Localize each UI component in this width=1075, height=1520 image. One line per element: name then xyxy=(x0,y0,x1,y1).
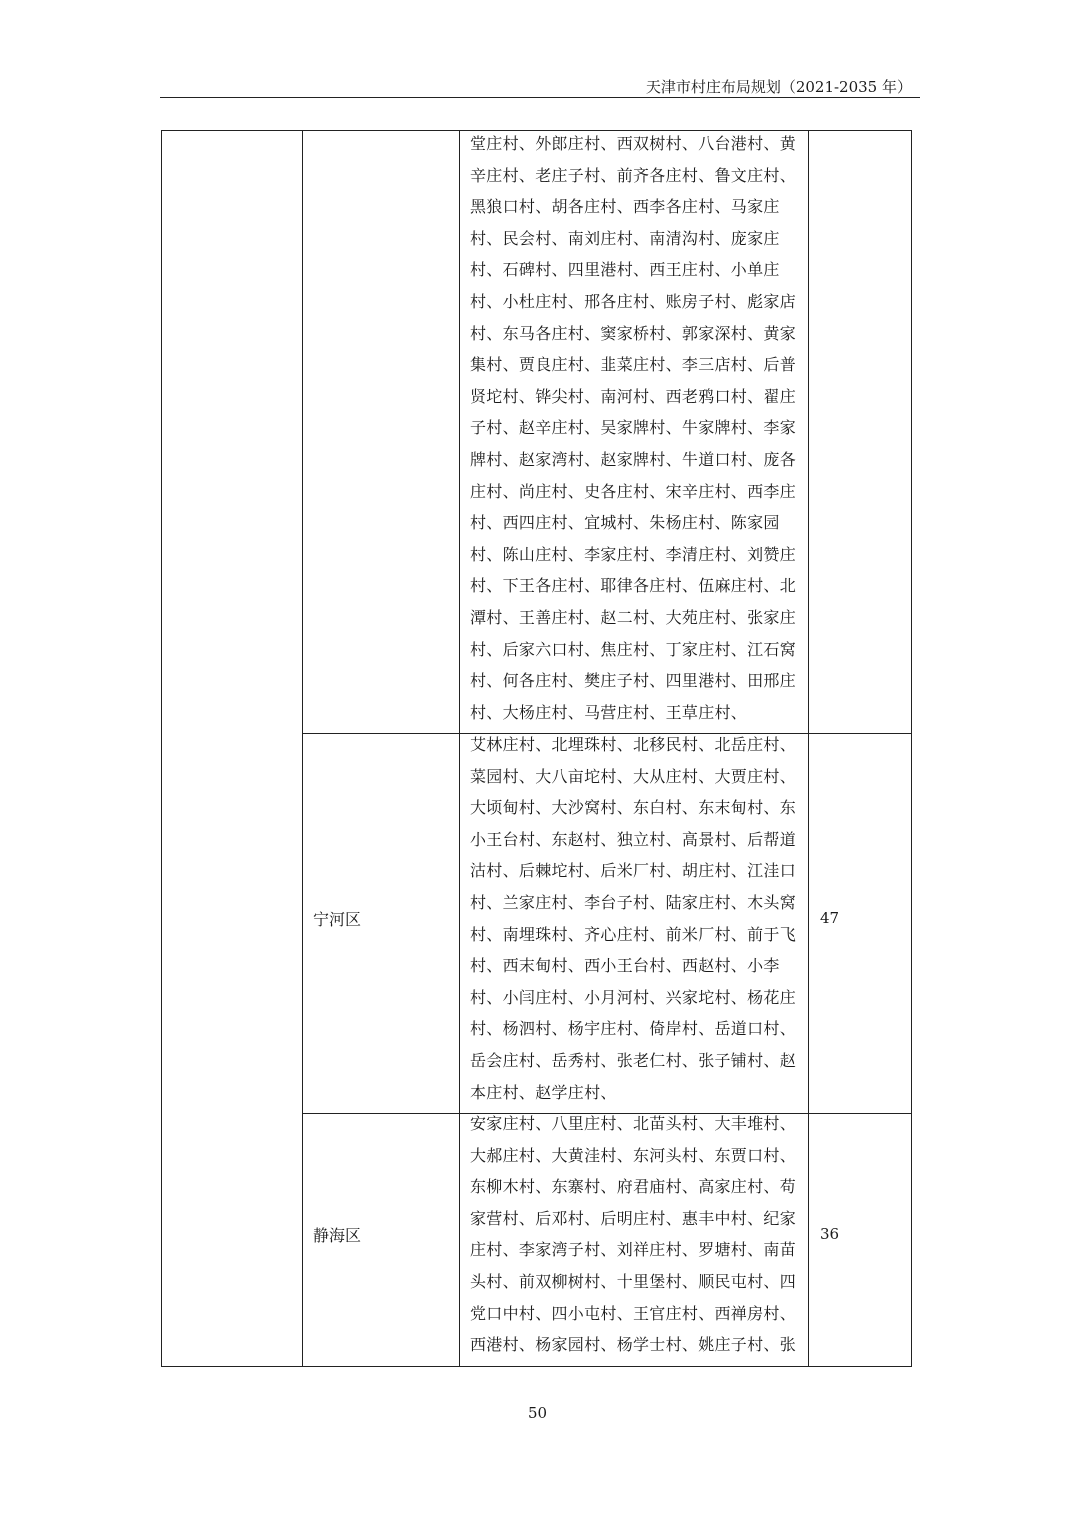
village-list-line: 村、兰家庄村、李台子村、陆家庄村、木头窝 xyxy=(470,892,797,912)
village-list-line: 头村、前双柳树村、十里堡村、顺民屯村、四 xyxy=(470,1271,797,1291)
village-list-jinghai xyxy=(470,1108,806,1361)
column-divider xyxy=(459,131,460,1366)
page-number: 50 xyxy=(527,1404,548,1422)
village-list-line: 村、陈山庄村、李家庄村、李清庄村、刘赞庄 xyxy=(470,544,797,564)
village-list-line: 村、小杜庄村、邢各庄村、账房子村、彪家店 xyxy=(470,291,797,311)
village-list-line: 潭村、王善庄村、赵二村、大苑庄村、张家庄 xyxy=(470,607,797,627)
village-list-line: 家营村、后邓村、后明庄村、惠丰中村、纪家 xyxy=(470,1208,797,1228)
village-list-ninghe xyxy=(470,729,806,1108)
village-list-line: 西港村、杨家园村、杨学士村、姚庄子村、张 xyxy=(470,1335,797,1355)
village-list-line: 大郝庄村、大黄洼村、东河头村、东贾口村、 xyxy=(470,1145,797,1165)
village-list-line: 牌村、赵家湾村、赵家牌村、牛道口村、庞各 xyxy=(470,449,797,469)
village-count-jinghai: 36 xyxy=(820,1225,840,1243)
village-list-line: 沽村、后棘坨村、后米厂村、胡庄村、江洼口 xyxy=(470,861,797,881)
village-list-line: 艾林庄村、北埋珠村、北移民村、北岳庄村、 xyxy=(470,735,797,754)
village-list-line: 岳会庄村、岳秀村、张老仁村、张子铺村、赵 xyxy=(470,1050,797,1070)
village-list-line: 村、何各庄村、樊庄子村、四里港村、田邢庄 xyxy=(470,671,797,691)
village-list-line: 村、后家六口村、焦庄村、丁家庄村、江石窝 xyxy=(470,639,797,659)
village-list-continued xyxy=(470,128,806,728)
village-list-line: 堂庄村、外郎庄村、西双树村、八台港村、黄 xyxy=(470,134,797,153)
village-list-line: 辛庄村、老庄子村、前齐各庄村、鲁文庄村、 xyxy=(470,165,797,185)
village-list-line: 村、小闫庄村、小月河村、兴家坨村、杨花庄 xyxy=(470,987,797,1007)
village-list-line: 村、南埋珠村、齐心庄村、前米厂村、前于飞 xyxy=(470,924,797,944)
village-list-line: 村、民会村、南刘庄村、南清沟村、庞家庄 xyxy=(470,228,780,248)
village-list-line: 村、下王各庄村、耶律各庄村、伍麻庄村、北 xyxy=(470,576,797,596)
village-count-ninghe: 47 xyxy=(820,909,840,927)
village-list-line: 党口中村、四小屯村、王官庄村、西禅房村、 xyxy=(470,1303,797,1323)
village-list-line: 菜园村、大八亩坨村、大从庄村、大贾庄村、 xyxy=(470,766,797,786)
village-list-line: 庄村、尚庄村、史各庄村、宋辛庄村、西李庄 xyxy=(470,481,797,501)
village-list-line: 村、大杨庄村、马营庄村、王草庄村、 xyxy=(470,702,748,722)
page-header xyxy=(160,72,920,98)
column-divider xyxy=(808,131,809,1366)
district-name-ninghe: 宁河区 xyxy=(313,910,362,929)
village-list-line: 村、西末甸村、西小王台村、西赵村、小李 xyxy=(470,956,780,976)
village-list-line: 村、西四庄村、宜城村、朱杨庄村、陈家园 xyxy=(470,513,780,533)
village-list-line: 东柳木村、东寨村、府君庙村、高家庄村、苟 xyxy=(470,1177,797,1197)
village-list-line: 贤坨村、铧尖村、南河村、西老鸦口村、翟庄 xyxy=(470,386,797,406)
village-list-line: 小王台村、东赵村、独立村、高景村、后帮道 xyxy=(470,829,797,849)
village-list-line: 村、石碑村、四里港村、西王庄村、小单庄 xyxy=(470,260,780,280)
village-list-line: 集村、贾良庄村、韭菜庄村、李三店村、后普 xyxy=(470,355,797,375)
village-list-line: 子村、赵辛庄村、吴家牌村、牛家牌村、李家 xyxy=(470,418,797,438)
header-title: 天津市村庄布局规划（2021-2035 年） xyxy=(645,78,912,96)
village-list-line: 大顷甸村、大沙窝村、东白村、东末甸村、东 xyxy=(470,798,797,818)
column-divider xyxy=(302,131,303,1366)
village-list-line: 村、杨泗村、杨宇庄村、倚岸村、岳道口村、 xyxy=(470,1019,797,1039)
village-table xyxy=(161,130,912,1367)
village-list-line: 本庄村、赵学庄村、 xyxy=(470,1082,617,1102)
village-list-line: 黑狼口村、胡各庄村、西李各庄村、马家庄 xyxy=(470,197,780,217)
village-list-line: 庄村、李家湾子村、刘祥庄村、罗塘村、南苗 xyxy=(470,1240,797,1260)
village-list-line: 安家庄村、八里庄村、北苗头村、大丰堆村、 xyxy=(470,1114,797,1133)
village-list-line: 村、东马各庄村、窦家桥村、郭家深村、黄家 xyxy=(470,323,797,343)
district-name-jinghai: 静海区 xyxy=(313,1226,362,1245)
